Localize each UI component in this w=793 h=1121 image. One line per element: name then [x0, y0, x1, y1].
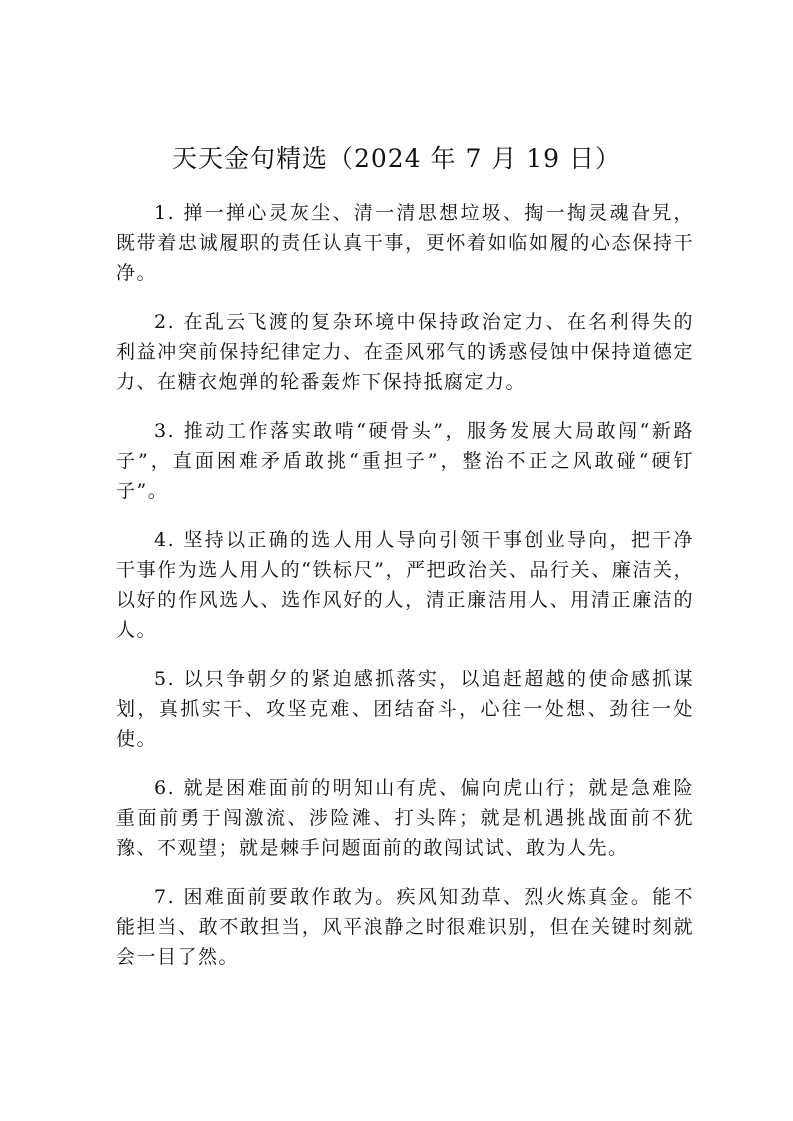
paragraph-5: 5. 以只争朝夕的紧迫感抓落实，以追赶超越的使命感抓谋划，真抓实干、攻坚克难、团结奋斗，心往一处想、劲往一处使。	[116, 668, 694, 750]
document-body	[116, 198, 694, 991]
document-title: 天天金句精选（2024 年 7 月 19 日）	[171, 144, 622, 173]
paragraph-6: 6. 就是困难面前的明知山有虎、偏向虎山行；就是急难险重面前勇于闯激流、涉险滩、打头阵；就是机遇挑战面前不犹豫、不观望；就是棘手问题面前的敢闯试试、敢为人先。	[116, 777, 694, 859]
paragraph-1: 1. 掸一掸心灵灰尘、清一清思想垃圾、掏一掏灵魂旮旯，既带着忠诚履职的责任认真干事，更怀着如临如履的心态保持干净。	[116, 202, 694, 284]
paragraph-2: 2. 在乱云飞渡的复杂环境中保持政治定力、在名利得失的利益冲突前保持纪律定力、在歪风邪气的诱惑侵蚀中保持道德定力、在糖衣炮弹的轮番轰炸下保持抵腐定力。	[116, 311, 694, 393]
paragraph-4: 4. 坚持以正确的选人用人导向引领干事创业导向，把干净干事作为选人用人的“铁标尺”，严把政治关、品行关、廉洁关，以好的作风选人、选作风好的人，清正廉洁用人、用清正廉洁的人。	[116, 529, 694, 641]
paragraph-7: 7. 困难面前要敢作敢为。疾风知劲草、烈火炼真金。能不能担当、敢不敢担当，风平浪静之时很难识别，但在关键时刻就会一目了然。	[116, 886, 694, 968]
paragraph-3: 3. 推动工作落实敢啃“硬骨头”，服务发展大局敢闯“新路子”，直面困难矛盾敢挑“重担子”，整治不正之风敢碰“硬钉子”。	[116, 420, 694, 502]
